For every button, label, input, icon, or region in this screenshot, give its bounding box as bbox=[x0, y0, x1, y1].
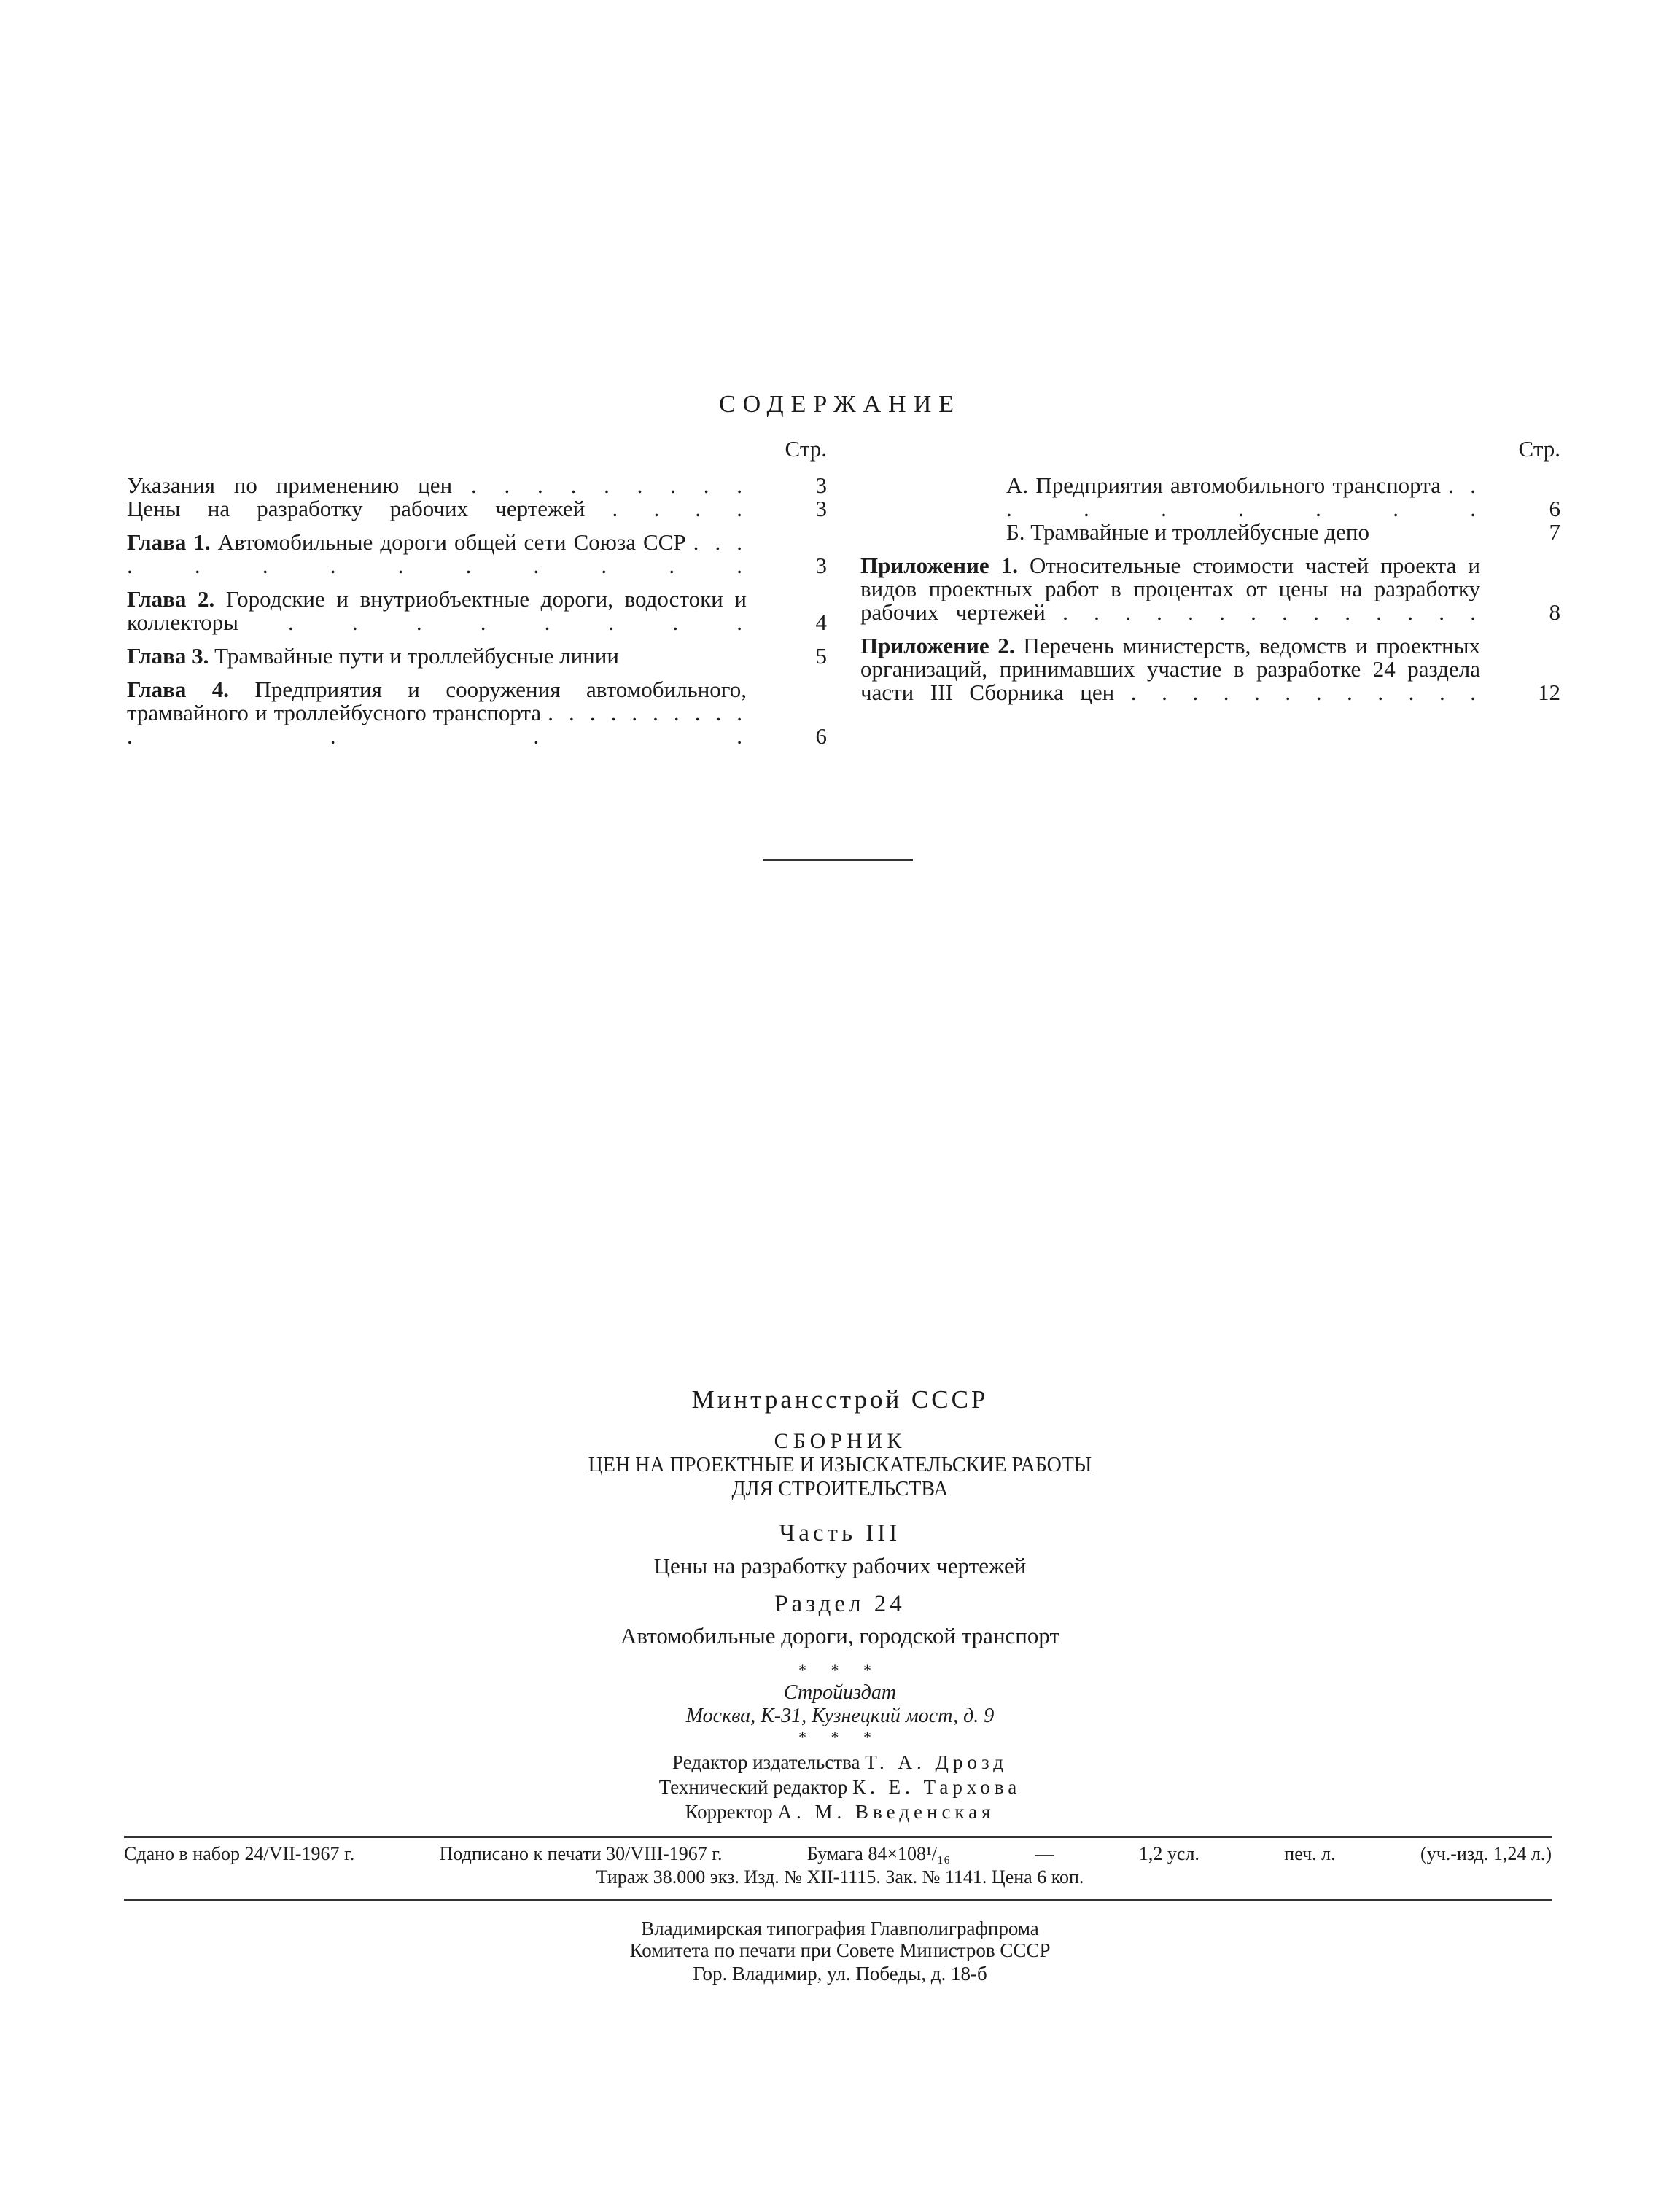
page-column-header: Стр. bbox=[1518, 436, 1560, 462]
publisher-name: Минтрансстрой СССР bbox=[691, 1385, 989, 1414]
toc-entry bbox=[127, 474, 827, 497]
toc-page-number: 3 bbox=[815, 496, 827, 521]
part-title: Цены на разработку рабочих чертежей bbox=[653, 1553, 1027, 1578]
section-title: Автомобильные дороги, городской транспорт bbox=[620, 1623, 1060, 1648]
toc-entry-text: Предприятия и сооружения автомобильного, трамвайного и троллейбусного транспорта bbox=[127, 677, 747, 725]
part-number: Часть III bbox=[779, 1520, 901, 1546]
printer-line1: Владимирская типография Главполиграфпрома bbox=[641, 1917, 1039, 1939]
publishing-house: Стройиздат bbox=[783, 1681, 897, 1704]
appendix-prefix: Приложение 2. bbox=[860, 633, 1015, 658]
imprint-top-rule bbox=[124, 1836, 1552, 1838]
toc-page-number: 6 bbox=[815, 723, 827, 749]
page-column-header: Стр. bbox=[785, 436, 827, 462]
appendix-prefix: Приложение 1. bbox=[860, 553, 1018, 578]
toc-page-number: 5 bbox=[815, 643, 827, 669]
toc-page-number: 6 bbox=[1549, 496, 1560, 521]
leader-dots: . . . . . . . . . bbox=[470, 472, 747, 498]
editor-name: Т. А. Дрозд bbox=[865, 1751, 1008, 1773]
toc-entry bbox=[127, 497, 827, 521]
print-sheets: 1,2 усл. bbox=[1138, 1843, 1199, 1864]
toc-page-number: 3 bbox=[815, 553, 827, 578]
toc-entry bbox=[127, 588, 827, 634]
printer-line3: Гор. Владимир, ул. Победы, д. 18-б bbox=[693, 1963, 987, 1985]
toc-page-number: 3 bbox=[815, 472, 827, 498]
dash: — bbox=[1035, 1843, 1054, 1864]
publisher-sheets: (уч.-изд. 1,24 л.) bbox=[1420, 1843, 1552, 1864]
leader-dots: . . . . . . . . . . . . . . bbox=[1062, 599, 1481, 625]
print-sheets-unit: печ. л. bbox=[1284, 1843, 1336, 1864]
collection-title-line1: ЦЕН НА ПРОЕКТНЫЕ И ИЗЫСКАТЕЛЬСКИЕ РАБОТЫ bbox=[588, 1454, 1092, 1476]
toc-page-number: 12 bbox=[1538, 680, 1560, 705]
corrector-label: Корректор bbox=[685, 1801, 773, 1823]
toc-entry bbox=[127, 678, 827, 748]
toc-entry bbox=[127, 531, 827, 577]
toc-entry-text: Относительные стоимости частей проекта и видов проектных работ в процентах от цены на разработку рабочих чертежей bbox=[860, 553, 1480, 625]
toc-page-number: 7 bbox=[1549, 519, 1560, 545]
tech-editor-name: К. Е. Тархова bbox=[852, 1776, 1022, 1798]
section-number: Раздел 24 bbox=[774, 1591, 906, 1617]
sent-to-typesetting: Сдано в набор 24/VII-1967 г. bbox=[124, 1843, 355, 1864]
editor-label: Редактор издательства bbox=[672, 1751, 860, 1773]
leader-dots: . . . . . . . . . . . . . . bbox=[127, 700, 747, 749]
toc-page-number: 8 bbox=[1549, 599, 1560, 625]
printer-line2: Комитета по печати при Совете Министров СССР bbox=[629, 1939, 1051, 1961]
chapter-prefix: Глава 4. bbox=[127, 677, 230, 702]
toc-entry-text: А. Предприятия автомобильного транспорта bbox=[1006, 472, 1441, 498]
toc-entry-text: Трамвайные пути и троллейбусные линии bbox=[214, 643, 619, 669]
collection-title-line2: ДЛЯ СТРОИТЕЛЬСТВА bbox=[731, 1478, 949, 1500]
asterism: * * * bbox=[798, 1728, 882, 1746]
signed-for-print: Подписано к печати 30/VIII-1967 г. bbox=[439, 1843, 723, 1864]
paper-format: Бумага 84×108¹/₁₆ bbox=[806, 1843, 951, 1864]
toc-left-column bbox=[127, 437, 827, 758]
toc-page-number: 4 bbox=[815, 610, 827, 635]
tech-editor-label: Технический редактор bbox=[658, 1776, 848, 1798]
imprint-bottom-rule bbox=[124, 1899, 1552, 1901]
toc-entry-text: Городские и внутриобъектные дороги, водостоки и коллекторы bbox=[127, 586, 747, 635]
corrector-name: А. М. Введенская bbox=[777, 1801, 995, 1823]
editor-line bbox=[0, 1751, 1680, 1774]
asterism: * * * bbox=[798, 1661, 882, 1679]
chapter-prefix: Глава 3. bbox=[127, 643, 209, 669]
toc-entry bbox=[860, 634, 1560, 704]
toc-entry-text: Цены на разработку рабочих чертежей bbox=[127, 496, 586, 521]
chapter-prefix: Глава 1. bbox=[127, 529, 211, 555]
toc-entry-text: Указания по применению цен bbox=[127, 472, 453, 498]
toc-right-column bbox=[860, 437, 1560, 715]
corrector-line bbox=[0, 1801, 1680, 1823]
publisher-address: Москва, К-31, Кузнецкий мост, д. 9 bbox=[685, 1705, 995, 1727]
toc-entry-text: Перечень министерств, ведомств и проектных организаций, принимавших участие в разработке 24 раздела части III Сборника цен bbox=[860, 633, 1481, 705]
separator-rule bbox=[763, 859, 913, 861]
leader-dots: . . . . bbox=[612, 496, 747, 521]
tech-editor-line bbox=[0, 1776, 1680, 1799]
print-run-line: Тираж 38.000 экз. Изд. № XII-1115. Зак. № 1141. Цена 6 коп. bbox=[596, 1866, 1084, 1888]
chapter-prefix: Глава 2. bbox=[127, 586, 215, 612]
toc-entry bbox=[860, 554, 1560, 624]
toc-entry-text: Автомобильные дороги общей сети Союза ССР bbox=[217, 529, 686, 555]
leader-dots: . . . . . . . . . . . . . bbox=[127, 529, 747, 578]
toc-entry bbox=[860, 521, 1560, 544]
leader-dots: . . . . . . . . . . . . bbox=[1130, 680, 1481, 705]
toc-entry bbox=[860, 474, 1560, 521]
leader-dots: . . . . . . . . . bbox=[1006, 472, 1480, 521]
print-details-line bbox=[124, 1843, 1552, 1865]
collection-kind: СБОРНИК bbox=[774, 1429, 906, 1453]
leader-dots: . . . . . . . . bbox=[288, 610, 747, 635]
toc-entry-text: Б. Трамвайные и троллейбусные депо bbox=[1006, 519, 1369, 545]
toc-title: СОДЕРЖАНИЕ bbox=[718, 391, 962, 418]
toc-entry bbox=[127, 645, 827, 668]
